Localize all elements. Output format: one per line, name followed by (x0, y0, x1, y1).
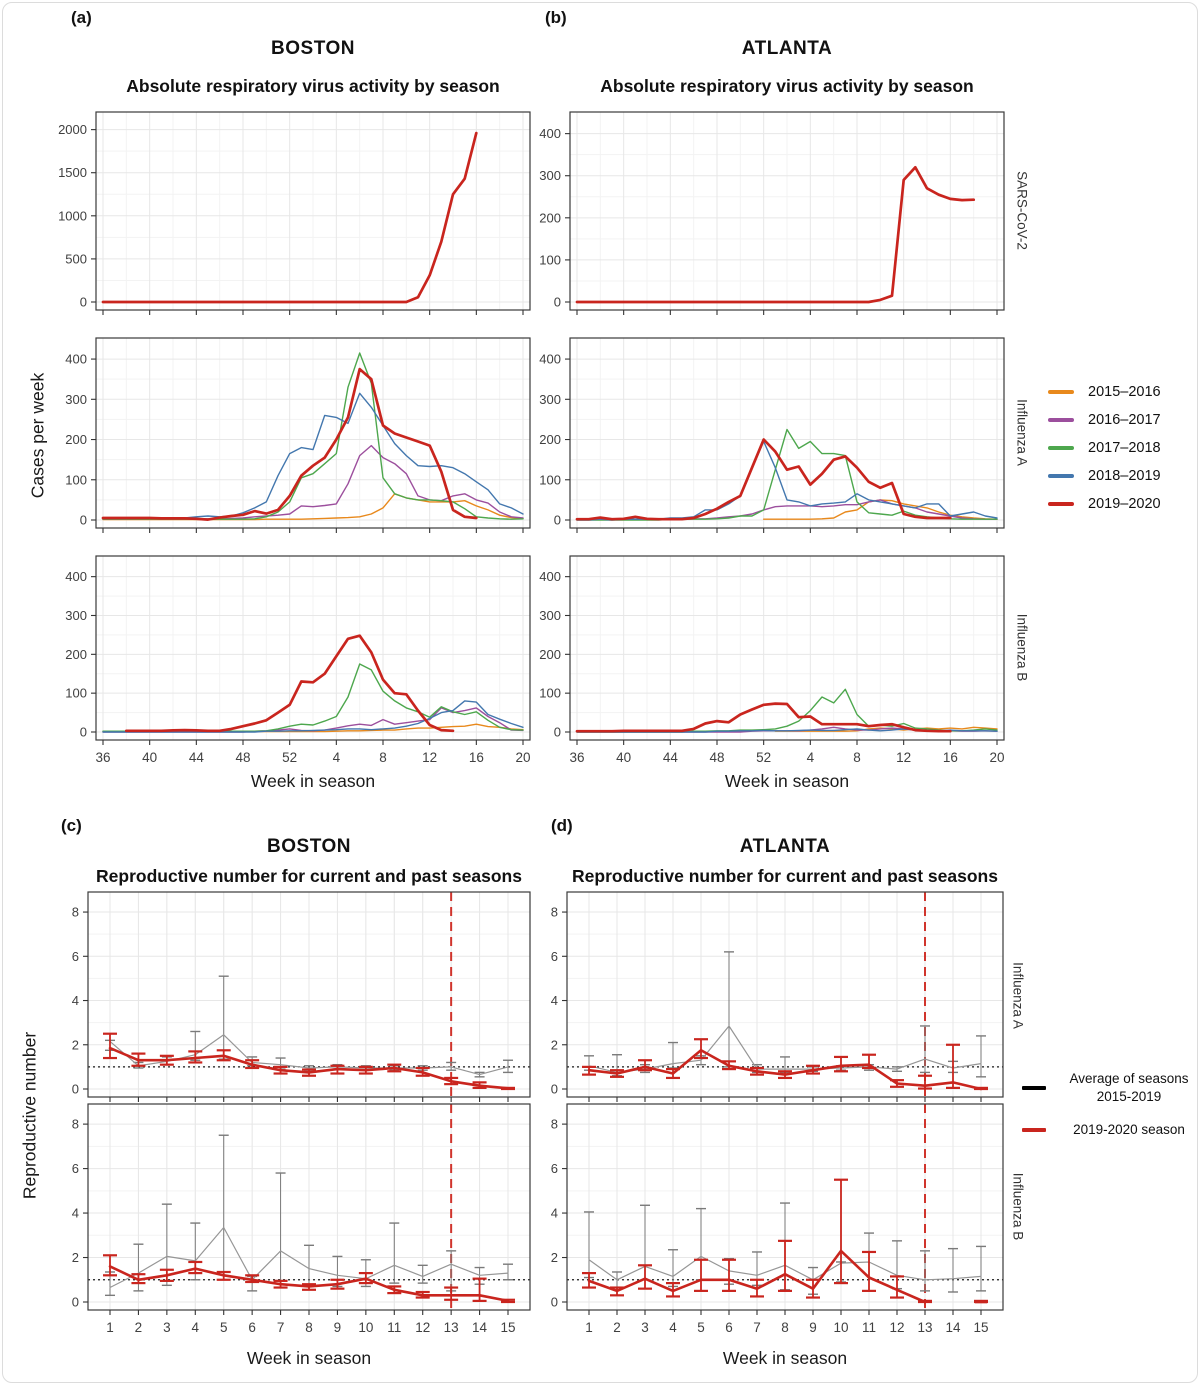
svg-text:12: 12 (896, 750, 912, 765)
panel-letter-b: (b) (545, 8, 567, 27)
svg-text:100: 100 (65, 685, 87, 701)
chart-atlanta-influenza-b (516, 546, 1016, 776)
legend-swatch (1048, 418, 1074, 423)
legend-label: 2019-2020 season (1073, 1122, 1185, 1138)
chart-atlanta-sars-cov-2 (516, 102, 1016, 346)
legend-label: Average of seasons 2015-2019 (1069, 1071, 1189, 1104)
svg-text:500: 500 (65, 251, 87, 267)
svg-text:8: 8 (305, 1320, 313, 1335)
facet-label-influenza-b-top: Influenza B (1014, 613, 1030, 682)
chart-boston-rt-influenza-b (34, 1094, 542, 1346)
legend-label: 2019–2020 (1088, 496, 1161, 512)
svg-text:6: 6 (71, 1161, 79, 1177)
svg-text:2: 2 (71, 1037, 79, 1053)
svg-text:13: 13 (443, 1320, 459, 1335)
svg-text:8: 8 (71, 1116, 79, 1132)
svg-text:1000: 1000 (58, 208, 87, 224)
svg-text:100: 100 (65, 472, 87, 488)
svg-text:6: 6 (248, 1320, 256, 1335)
svg-text:300: 300 (65, 607, 87, 623)
chart-boston-influenza-b (42, 546, 542, 776)
bottom-atlanta-week-axis-label: Week in season (722, 1348, 848, 1368)
svg-text:5: 5 (697, 1320, 705, 1335)
svg-text:40: 40 (142, 750, 158, 765)
svg-text:10: 10 (833, 1320, 849, 1335)
top-atlanta-week-axis-label: Week in season (724, 771, 850, 791)
svg-text:400: 400 (539, 126, 561, 142)
season-legend (1048, 378, 1161, 518)
svg-text:9: 9 (333, 1320, 342, 1335)
svg-text:15: 15 (973, 1320, 989, 1335)
svg-text:2: 2 (71, 1250, 79, 1266)
legend-label: 2017–2018 (1088, 440, 1161, 456)
svg-text:0: 0 (79, 512, 87, 528)
svg-text:12: 12 (889, 1320, 905, 1335)
svg-text:100: 100 (539, 252, 561, 268)
svg-text:36: 36 (95, 750, 111, 765)
legend-item (1048, 412, 1161, 428)
svg-text:0: 0 (553, 294, 561, 310)
svg-text:6: 6 (71, 948, 79, 964)
legend-swatch (1048, 502, 1074, 507)
svg-text:52: 52 (756, 750, 772, 765)
svg-text:8: 8 (71, 904, 79, 920)
svg-text:4: 4 (550, 1205, 558, 1221)
svg-text:300: 300 (539, 168, 561, 184)
svg-text:11: 11 (861, 1320, 877, 1335)
svg-text:40: 40 (616, 750, 632, 765)
panel-letter-d: (d) (551, 816, 573, 835)
svg-text:100: 100 (539, 472, 561, 488)
facet-label-influenza-b-bottom: Influenza B (1010, 1172, 1026, 1241)
legend-item (1048, 384, 1161, 400)
svg-text:0: 0 (550, 1294, 558, 1310)
svg-text:12: 12 (415, 1320, 431, 1335)
panel-letter-a: (a) (71, 8, 92, 27)
legend-swatch (1048, 446, 1074, 451)
svg-text:4: 4 (71, 993, 79, 1009)
svg-text:52: 52 (282, 750, 298, 765)
svg-text:13: 13 (917, 1320, 933, 1335)
bottom-boston-title: BOSTON (267, 836, 351, 857)
svg-text:14: 14 (472, 1320, 488, 1335)
legend-swatch (1022, 1128, 1046, 1132)
svg-text:4: 4 (191, 1320, 200, 1335)
svg-text:12: 12 (422, 750, 438, 765)
svg-text:14: 14 (945, 1320, 961, 1335)
svg-text:3: 3 (163, 1320, 171, 1335)
svg-text:20: 20 (515, 750, 531, 765)
chart-atlanta-influenza-a (516, 328, 1016, 564)
svg-text:44: 44 (662, 750, 678, 765)
svg-text:6: 6 (550, 948, 558, 964)
legend-swatch (1048, 390, 1074, 395)
legend-swatch (1022, 1086, 1046, 1090)
svg-text:9: 9 (809, 1320, 817, 1335)
legend-item (1048, 440, 1161, 456)
legend-item (1048, 496, 1161, 512)
svg-text:300: 300 (539, 391, 561, 407)
rt-legend (1022, 1062, 1200, 1147)
legend-item (1022, 1070, 1200, 1105)
svg-text:2: 2 (550, 1037, 558, 1053)
top-atlanta-subtitle: Absolute respiratory virus activity by season (600, 76, 974, 96)
svg-text:100: 100 (539, 685, 561, 701)
top-boston-week-axis-label: Week in season (250, 771, 376, 791)
svg-text:10: 10 (358, 1320, 374, 1335)
facet-label-sars-cov-2: SARS-CoV-2 (1014, 171, 1030, 250)
svg-text:200: 200 (65, 646, 87, 662)
svg-text:15: 15 (500, 1320, 516, 1335)
svg-text:8: 8 (853, 750, 861, 765)
bottom-atlanta-subtitle: Reproductive number for current and past seasons (572, 866, 998, 886)
svg-text:6: 6 (550, 1161, 558, 1177)
svg-text:44: 44 (188, 750, 204, 765)
svg-text:4: 4 (332, 750, 341, 765)
svg-text:0: 0 (553, 724, 561, 740)
svg-text:0: 0 (71, 1294, 79, 1310)
legend-label: 2018–2019 (1088, 468, 1161, 484)
svg-text:48: 48 (709, 750, 725, 765)
panel-letter-c: (c) (61, 816, 82, 835)
svg-text:4: 4 (71, 1205, 79, 1221)
svg-text:400: 400 (65, 351, 87, 367)
svg-text:0: 0 (553, 512, 561, 528)
legend-label: 2016–2017 (1088, 412, 1161, 428)
svg-text:16: 16 (942, 750, 958, 765)
svg-text:200: 200 (65, 432, 87, 448)
svg-text:300: 300 (539, 607, 561, 623)
bottom-boston-week-axis-label: Week in season (246, 1348, 372, 1368)
svg-text:400: 400 (539, 351, 561, 367)
svg-text:300: 300 (65, 391, 87, 407)
legend-item (1048, 468, 1161, 484)
chart-boston-influenza-a (42, 328, 542, 564)
svg-text:20: 20 (989, 750, 1005, 765)
svg-text:8: 8 (550, 904, 558, 920)
svg-text:0: 0 (79, 294, 87, 310)
svg-text:7: 7 (276, 1320, 285, 1335)
reproductive-number-axis-label: Reproductive number (19, 1031, 40, 1200)
svg-text:0: 0 (79, 724, 87, 740)
svg-text:4: 4 (669, 1320, 677, 1335)
svg-text:3: 3 (641, 1320, 649, 1335)
svg-text:200: 200 (539, 210, 561, 226)
svg-text:4: 4 (806, 750, 815, 765)
top-atlanta-title: ATLANTA (741, 38, 833, 59)
svg-text:8: 8 (781, 1320, 789, 1335)
chart-atlanta-rt-influenza-b (513, 1094, 1015, 1346)
svg-text:1: 1 (106, 1320, 114, 1335)
top-boston-title: BOSTON (271, 38, 355, 59)
svg-text:16: 16 (468, 750, 484, 765)
svg-text:2: 2 (613, 1320, 621, 1335)
top-boston-subtitle: Absolute respiratory virus activity by season (126, 76, 500, 96)
svg-text:2: 2 (550, 1250, 558, 1266)
svg-text:8: 8 (550, 1116, 558, 1132)
chart-boston-sars-cov-2 (42, 102, 542, 346)
svg-text:8: 8 (379, 750, 387, 765)
svg-text:4: 4 (550, 993, 558, 1009)
svg-text:11: 11 (387, 1320, 402, 1335)
svg-text:6: 6 (725, 1320, 733, 1335)
svg-text:200: 200 (539, 432, 561, 448)
svg-text:0: 0 (71, 1081, 79, 1097)
facet-label-influenza-a-bottom: Influenza A (1010, 962, 1026, 1029)
legend-swatch (1048, 474, 1074, 479)
svg-text:48: 48 (235, 750, 251, 765)
svg-text:1500: 1500 (58, 165, 87, 181)
svg-text:400: 400 (65, 569, 87, 585)
svg-text:200: 200 (539, 646, 561, 662)
svg-text:2000: 2000 (58, 122, 87, 138)
facet-label-influenza-a-top: Influenza A (1014, 399, 1030, 466)
svg-text:1: 1 (585, 1320, 593, 1335)
svg-text:5: 5 (219, 1320, 228, 1335)
svg-text:36: 36 (569, 750, 585, 765)
svg-text:2: 2 (134, 1320, 143, 1335)
svg-text:7: 7 (753, 1320, 761, 1335)
cases-per-week-axis-label: Cases per week (27, 372, 48, 499)
legend-item (1022, 1121, 1200, 1139)
svg-text:0: 0 (550, 1081, 558, 1097)
bottom-atlanta-title: ATLANTA (739, 836, 831, 857)
bottom-boston-subtitle: Reproductive number for current and past seasons (96, 866, 522, 886)
legend-label: 2015–2016 (1088, 384, 1161, 400)
svg-text:400: 400 (539, 569, 561, 585)
